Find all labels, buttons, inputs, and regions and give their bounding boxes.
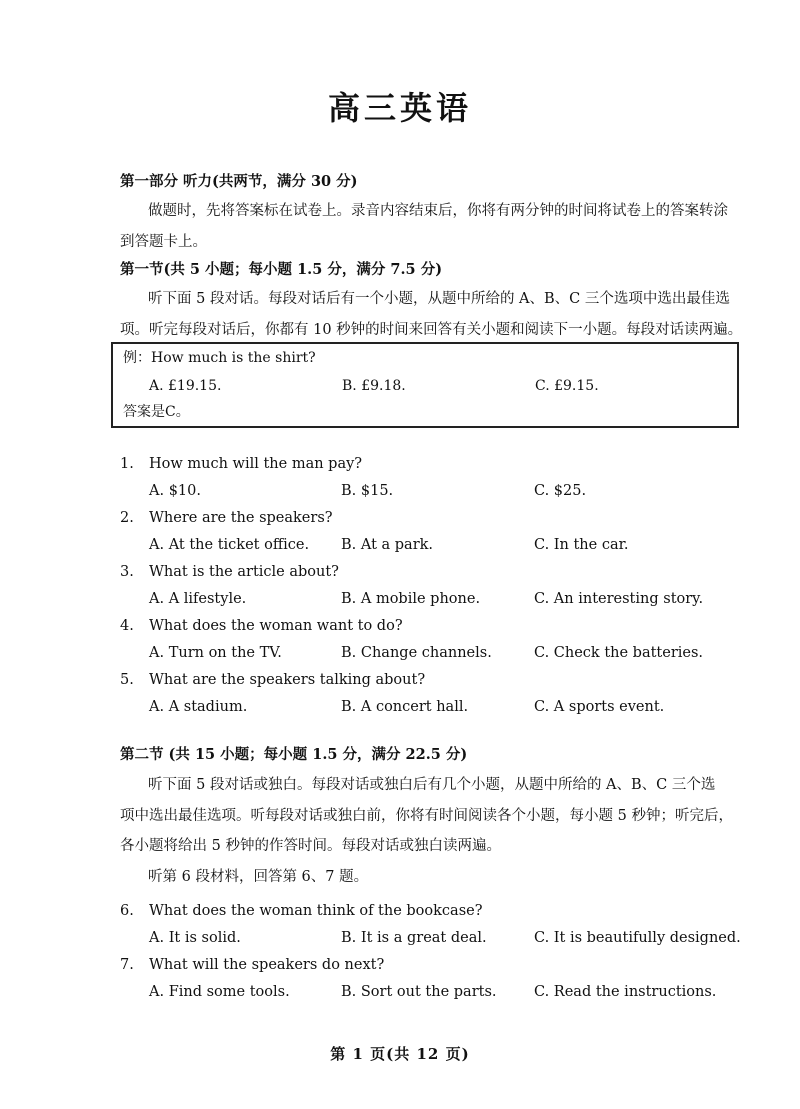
- example-box: [111, 342, 739, 428]
- instruction-line: 做题时，先将答案标在试卷上。录音内容结束后，你将有两分钟的时间将试卷上的答案转涂: [148, 203, 728, 219]
- section2-instructions: [120, 770, 750, 892]
- option-a: A. At the ticket office.: [149, 537, 310, 553]
- question-number: 1.: [120, 456, 134, 472]
- material-note: 听第 6 段材料，回答第 6、7 题。: [148, 868, 369, 885]
- question-text: What will the speakers do next?: [149, 957, 385, 973]
- question-text: What is the article about?: [149, 564, 339, 580]
- example-option-c: C. £9.15.: [535, 378, 599, 394]
- question-number: 5.: [120, 672, 134, 688]
- question-text: What does the woman want to do?: [149, 618, 403, 634]
- section2-heading: 第二节 (共 15 小题；每小题 1.5 分，满分 22.5 分): [120, 746, 468, 763]
- question-number: 3.: [120, 564, 134, 580]
- question-text: What are the speakers talking about?: [149, 672, 426, 688]
- option-a: A. Find some tools.: [149, 984, 290, 1000]
- option-b: B. It is a great deal.: [341, 930, 487, 946]
- part1-instructions: [120, 196, 750, 257]
- option-c: C. A sports event.: [534, 699, 665, 715]
- page-title: 高三英语: [327, 89, 472, 127]
- option-b: B. $15.: [341, 483, 394, 499]
- instruction-line: 到答题卡上。: [120, 233, 207, 250]
- option-c: C. Check the batteries.: [534, 645, 704, 661]
- instruction-line: 项。听完每段对话后，你都有 10 秒钟的时间来回答有关小题和阅读下一小题。每段对话读两遍。: [120, 321, 743, 338]
- option-b: B. Sort out the parts.: [341, 984, 497, 1000]
- question-number: 4.: [120, 618, 134, 634]
- option-c: C. It is beautifully designed.: [534, 930, 741, 946]
- instruction-line: 听下面 5 段对话或独白。每段对话或独白后有几个小题，从题中所给的 A、B、C 三个选: [148, 777, 716, 793]
- question-text: Where are the speakers?: [149, 510, 333, 526]
- question-text: How much will the man pay?: [149, 456, 363, 472]
- option-a: A. It is solid.: [149, 930, 241, 946]
- example-answer: 答案是C。: [123, 404, 190, 420]
- question-number: 7.: [120, 957, 134, 973]
- option-c: C. $25.: [534, 483, 587, 499]
- option-b: B. A concert hall.: [341, 699, 469, 715]
- option-a: A. Turn on the TV.: [149, 645, 282, 661]
- option-b: B. A mobile phone.: [341, 591, 481, 607]
- part1-heading: 第一部分 听力(共两节，满分 30 分): [120, 173, 358, 190]
- option-b: B. Change channels.: [341, 645, 492, 661]
- option-a: A. A lifestyle.: [149, 591, 247, 607]
- example-option-a: A. £19.15.: [149, 378, 222, 394]
- example-option-b: B. £9.18.: [342, 378, 406, 394]
- question-number: 6.: [120, 903, 134, 919]
- instruction-line: 各小题将给出 5 秒钟的作答时间。每段对话或独白读两遍。: [120, 838, 501, 854]
- page-footer: 第 1 页(共 12 页): [330, 1045, 470, 1063]
- instruction-line: 项中选出最佳选项。听每段对话或独白前，你将有时间阅读各个小题，每小题 5 秒钟；听完后，: [120, 807, 733, 824]
- question-text: What does the woman think of the bookcase?: [149, 903, 483, 919]
- option-a: A. $10.: [149, 483, 201, 499]
- option-b: B. At a park.: [341, 537, 434, 553]
- option-a: A. A stadium.: [149, 699, 248, 715]
- section1-heading: 第一节(共 5 小题；每小题 1.5 分，满分 7.5 分): [120, 261, 443, 278]
- section1-instructions: [120, 284, 750, 345]
- option-c: C. In the car.: [534, 537, 629, 553]
- question-number: 2.: [120, 510, 134, 526]
- instruction-line: 听下面 5 段对话。每段对话后有一个小题，从题中所给的 A、B、C 三个选项中选出最佳选: [148, 291, 730, 307]
- option-c: C. An interesting story.: [534, 591, 704, 607]
- option-c: C. Read the instructions.: [534, 984, 717, 1000]
- example-question: 例：How much is the shirt?: [123, 350, 316, 366]
